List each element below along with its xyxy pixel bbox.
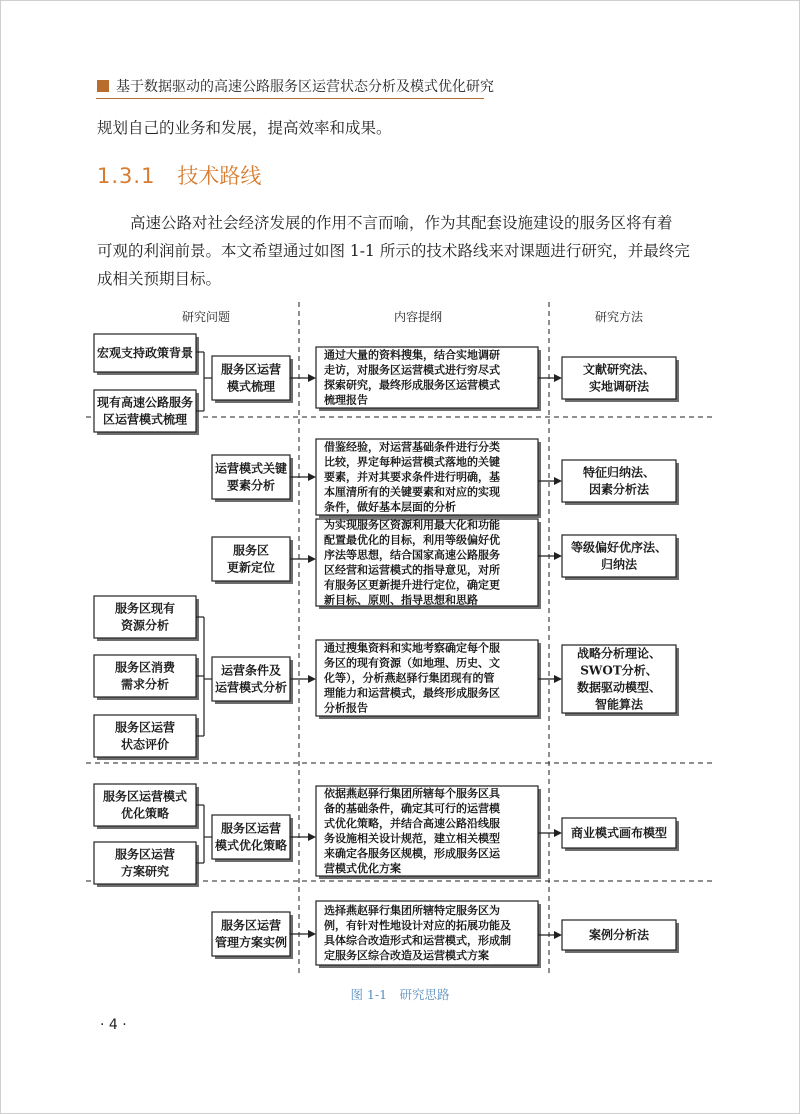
method-case-analysis-line: 案例分析法 bbox=[588, 928, 650, 942]
content-repositioning-line: 区经营和运营模式的指导意见，对所 bbox=[324, 563, 500, 577]
method-strategy-models-line: 数据驱动模型、 bbox=[576, 680, 662, 695]
figure-caption: 图 1-1 研究思路 bbox=[350, 987, 450, 1002]
arrow-content-method-4-head bbox=[554, 675, 562, 683]
section-number: 1.3.1 bbox=[97, 164, 156, 188]
method-literature-field-line: 文献研究法、 bbox=[582, 362, 656, 377]
far-left-status-evaluation-line: 服务区运营 bbox=[114, 720, 176, 735]
section-title: 技术路线 bbox=[177, 164, 262, 188]
content-optimization-strategy-line: 营模式优化方案 bbox=[324, 862, 401, 875]
body-line-3: 可观的利润前景。本文希望通过如图 1-1 所示的技术路线来对课题进行研究，并最终完 bbox=[97, 242, 690, 260]
far-left-status-evaluation-line: 状态评价 bbox=[120, 737, 170, 752]
far-left-policy-background bbox=[94, 334, 199, 375]
column-header-c: 内容提纲 bbox=[393, 310, 443, 324]
topic-conditions-analysis bbox=[212, 657, 293, 704]
content-key-elements-line: 本厘清所有的关键要素和对应的实现 bbox=[324, 485, 500, 499]
content-conditions-analysis-line: 通过搜集资料和实地考察确定每个服 bbox=[324, 641, 500, 655]
arrow-topic-content-3-head bbox=[308, 555, 316, 563]
page-number: · 4 · bbox=[100, 1017, 127, 1033]
far-left-optimization-strategy-line: 服务区运营模式 bbox=[102, 789, 188, 804]
content-optimization-strategy bbox=[316, 786, 541, 879]
arrow-content-method-1-head bbox=[554, 374, 562, 382]
method-literature-field bbox=[562, 357, 679, 402]
far-left-resource-analysis-line: 服务区现有 bbox=[114, 601, 176, 616]
content-conditions-analysis-line: 化等），分析燕赵驿行集团现有的管 bbox=[324, 671, 495, 685]
topic-optimization-strategy bbox=[212, 815, 293, 862]
method-business-canvas-line: 商业模式画布模型 bbox=[570, 826, 668, 840]
topic-conditions-analysis-line: 运营条件及 bbox=[220, 663, 282, 678]
far-left-consumption-demand-line: 服务区消费 bbox=[114, 660, 176, 675]
content-key-elements bbox=[316, 439, 541, 518]
topic-management-case-line: 服务区运营 bbox=[220, 918, 282, 933]
method-strategy-models-line: SWOT分析、 bbox=[580, 663, 658, 678]
content-optimization-strategy-line: 式优化策略，并结合高速公路沿线服 bbox=[324, 817, 500, 830]
content-management-case-line: 选择燕赵驿行集团所辖特定服务区为 bbox=[324, 904, 500, 917]
topic-repositioning-line: 更新定位 bbox=[226, 560, 276, 575]
topic-conditions-analysis-line: 运营模式分析 bbox=[214, 680, 288, 695]
arrow-topic-content-2-head bbox=[308, 473, 316, 481]
topic-repositioning bbox=[212, 537, 293, 584]
content-key-elements-line: 条件，做好基本层面的分析 bbox=[324, 500, 456, 514]
content-repositioning bbox=[316, 518, 541, 610]
content-management-case-line: 具体综合改造形式和运营模式，形成制 bbox=[324, 934, 511, 947]
content-mode-review-line: 走访，对服务区运营模式进行穷尽式 bbox=[324, 363, 500, 377]
method-business-canvas bbox=[562, 818, 679, 851]
content-key-elements-line: 要素，并对其要求条件进行明确，基 bbox=[324, 470, 500, 484]
far-left-status-evaluation bbox=[94, 715, 199, 760]
content-mode-review-line: 探索研究，最终形成服务区运营模式 bbox=[324, 378, 500, 392]
far-left-resource-analysis-line: 资源分析 bbox=[120, 618, 170, 633]
body-line-4: 成相关预期目标。 bbox=[97, 270, 222, 288]
arrow-content-method-2-head bbox=[554, 477, 562, 485]
method-strategy-models-line: 智能算法 bbox=[594, 697, 644, 712]
topic-mode-review bbox=[212, 356, 293, 403]
body-line-2: 高速公路对社会经济发展的作用不言而喻，作为其配套设施建设的服务区将有着 bbox=[130, 214, 673, 232]
far-left-consumption-demand-line: 需求分析 bbox=[120, 677, 170, 692]
content-management-case-line: 例，有针对性地设计对应的拓展功能及 bbox=[324, 919, 511, 932]
topic-key-elements-line: 要素分析 bbox=[226, 478, 276, 493]
method-literature-field-line: 实地调研法 bbox=[588, 379, 650, 394]
far-left-plan-study bbox=[94, 842, 199, 887]
content-optimization-strategy-line: 来确定各服务区规模，形成服务区运 bbox=[324, 847, 500, 860]
content-conditions-analysis bbox=[316, 640, 541, 719]
topic-management-case-line: 管理方案实例 bbox=[214, 935, 288, 950]
content-repositioning-line: 配置最优化的目标，利用等级偏好优 bbox=[324, 533, 500, 547]
arrow-content-method-5-head bbox=[554, 829, 562, 837]
topic-optimization-strategy-line: 模式优化策略 bbox=[214, 838, 288, 853]
column-header-q: 研究问题 bbox=[181, 310, 231, 324]
arrow-topic-content-5-head bbox=[308, 833, 316, 841]
arrow-content-method-3-head bbox=[554, 552, 562, 560]
content-optimization-strategy-line: 备的基础条件，确定其可行的运营模 bbox=[324, 802, 500, 815]
far-left-resource-analysis bbox=[94, 596, 199, 641]
content-key-elements-line: 借鉴经验，对运营基础条件进行分类 bbox=[324, 440, 500, 454]
method-strategy-models-line: 战略分析理论、 bbox=[576, 646, 662, 661]
far-left-existing-modes bbox=[94, 390, 199, 435]
content-management-case bbox=[316, 901, 541, 968]
content-mode-review-line: 通过大量的资料搜集，结合实地调研 bbox=[324, 348, 500, 362]
content-key-elements-line: 比较，界定每种运营模式落地的关键 bbox=[324, 455, 500, 469]
method-preference-ranking-line: 等级偏好优序法、 bbox=[570, 540, 668, 555]
topic-management-case bbox=[212, 912, 293, 959]
method-feature-factor bbox=[562, 460, 679, 505]
far-left-optimization-strategy-line: 优化策略 bbox=[120, 806, 170, 821]
method-feature-factor-line: 特征归纳法、 bbox=[582, 465, 656, 480]
content-optimization-strategy-line: 务设施相关设计规范，建立相关模型 bbox=[324, 832, 500, 845]
far-left-existing-modes-line: 现有高速公路服务 bbox=[96, 395, 194, 410]
content-mode-review bbox=[316, 347, 541, 411]
method-case-analysis bbox=[562, 920, 679, 953]
topic-repositioning-line: 服务区 bbox=[232, 543, 270, 558]
content-repositioning-line: 新目标、原则、指导思想和思路 bbox=[324, 593, 478, 607]
far-left-policy-background-line: 宏观支持政策背景 bbox=[96, 346, 194, 360]
method-preference-ranking-line: 归纳法 bbox=[600, 557, 638, 572]
method-strategy-models bbox=[562, 645, 679, 716]
running-header: 基于数据驱动的高速公路服务区运营状态分析及模式优化研究 bbox=[116, 79, 494, 95]
content-conditions-analysis-line: 理能力和运营模式，最终形成服务区 bbox=[324, 686, 500, 700]
topic-optimization-strategy-line: 服务区运营 bbox=[220, 821, 282, 836]
far-left-existing-modes-line: 区运营模式梳理 bbox=[102, 412, 188, 427]
topic-key-elements-line: 运营模式关键 bbox=[214, 461, 288, 476]
topic-key-elements bbox=[212, 455, 293, 502]
arrow-topic-content-4-head bbox=[308, 675, 316, 683]
body-line-1: 规划自己的业务和发展，提高效率和成果。 bbox=[97, 119, 392, 137]
arrow-topic-content-1-head bbox=[308, 374, 316, 382]
arrow-content-method-6-head bbox=[554, 931, 562, 939]
content-repositioning-line: 有服务区更新提升进行定位，确定更 bbox=[324, 578, 500, 592]
content-repositioning-line: 序法等思想，结合国家高速公路服务 bbox=[324, 548, 500, 562]
method-feature-factor-line: 因素分析法 bbox=[588, 482, 650, 497]
topic-mode-review-line: 模式梳理 bbox=[226, 379, 276, 394]
far-left-optimization-strategy bbox=[94, 784, 199, 829]
content-mode-review-line: 梳理报告 bbox=[324, 393, 368, 407]
arrow-topic-content-6-head bbox=[308, 930, 316, 938]
content-optimization-strategy-line: 依据燕赵驿行集团所辖每个服务区具 bbox=[324, 787, 500, 800]
topic-mode-review-line: 服务区运营 bbox=[220, 362, 282, 377]
content-repositioning-line: 为实现服务区资源利用最大化和功能 bbox=[324, 518, 500, 532]
method-preference-ranking bbox=[562, 535, 679, 580]
content-conditions-analysis-line: 务区的现有资源（如地理、历史、文 bbox=[324, 656, 500, 670]
far-left-plan-study-line: 服务区运营 bbox=[114, 847, 176, 862]
content-management-case-line: 定服务区综合改造及运营模式方案 bbox=[324, 949, 489, 962]
far-left-plan-study-line: 方案研究 bbox=[120, 864, 170, 879]
column-header-m: 研究方法 bbox=[594, 310, 644, 324]
content-conditions-analysis-line: 分析报告 bbox=[324, 701, 368, 715]
far-left-consumption-demand bbox=[94, 655, 199, 700]
